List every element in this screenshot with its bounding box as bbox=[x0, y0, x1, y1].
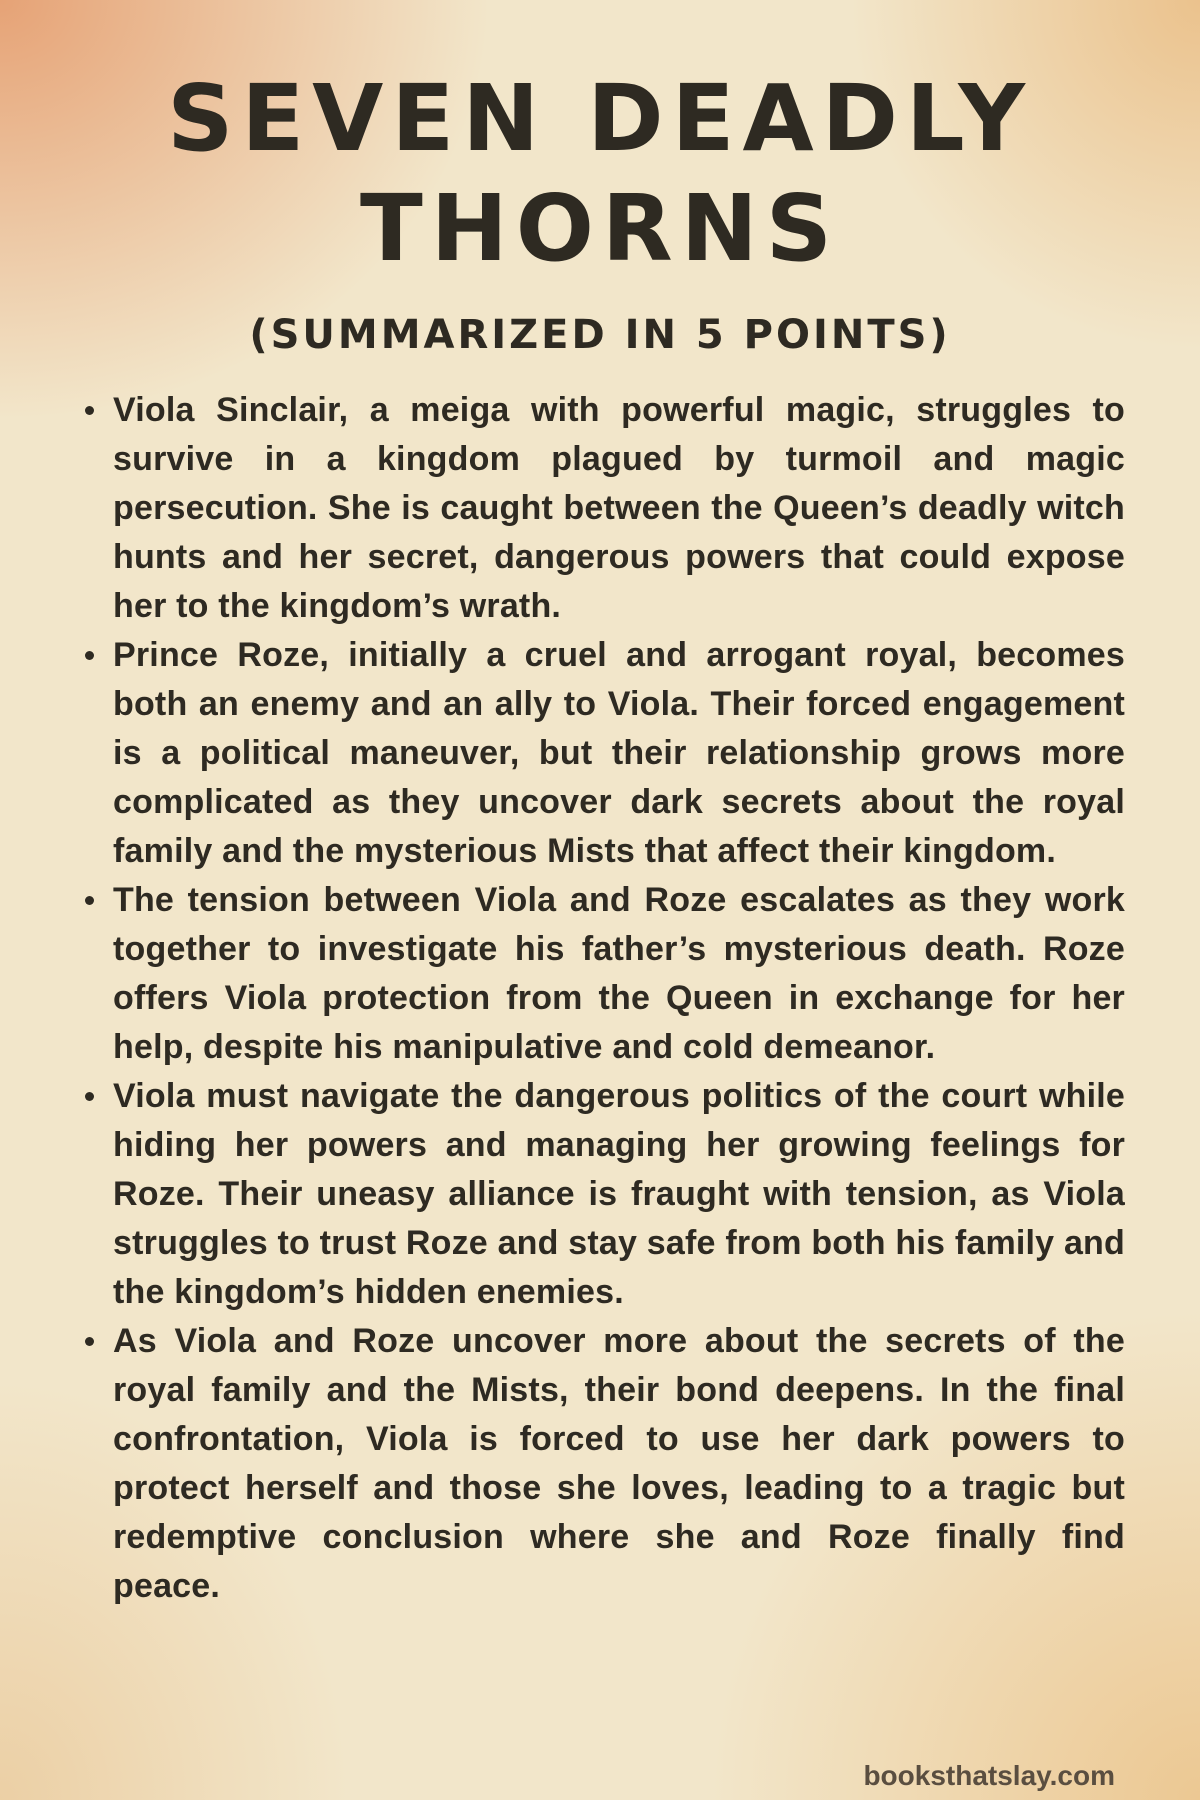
bullet-icon bbox=[85, 406, 94, 415]
list-item: Prince Roze, initially a cruel and arrogant royal, becomes both an enemy and an ally to Viola. Their forced engagement is a political maneuver, but their relationship grows more complicated as they uncover dark secrets about the royal family and the mysterious Mists that affect their kingdom. bbox=[113, 631, 1125, 876]
bullet-icon bbox=[85, 651, 94, 660]
bullet-icon bbox=[85, 1092, 94, 1101]
site-watermark: booksthatslay.com bbox=[863, 1760, 1115, 1791]
page-title: SEVEN DEADLY THORNS bbox=[167, 65, 1033, 282]
list-item: Viola must navigate the dangerous politics of the court while hiding her powers and managing her growing feelings for Roze. Their uneasy alliance is fraught with tension, as Viola struggles to trust Roze and stay safe from both his family and the kingdom’s hidden enemies. bbox=[113, 1072, 1125, 1317]
bullet-icon bbox=[85, 896, 94, 905]
bullet-icon bbox=[85, 1337, 94, 1346]
subtitle: (SUMMARIZED IN 5 POINTS) bbox=[249, 312, 951, 358]
list-item: Viola Sinclair, a meiga with powerful magic, struggles to survive in a kingdom plagued by turmoil and magic persecution. She is caught between the Queen’s deadly witch hunts and her secret, dangerous powers that could expose her to the kingdom’s wrath. bbox=[113, 386, 1125, 631]
summary-list bbox=[113, 386, 1125, 1611]
list-item: As Viola and Roze uncover more about the secrets of the royal family and the Mists, their bond deepens. In the final confrontation, Viola is forced to use her dark powers to protect herself and those she loves, leading to a tragic but redemptive conclusion where she and Roze finally find peace. bbox=[113, 1317, 1125, 1611]
list-item: The tension between Viola and Roze escalates as they work together to investigate his father’s mysterious death. Roze offers Viola protection from the Queen in exchange for her help, despite his manipulative and cold demeanor. bbox=[113, 876, 1125, 1072]
